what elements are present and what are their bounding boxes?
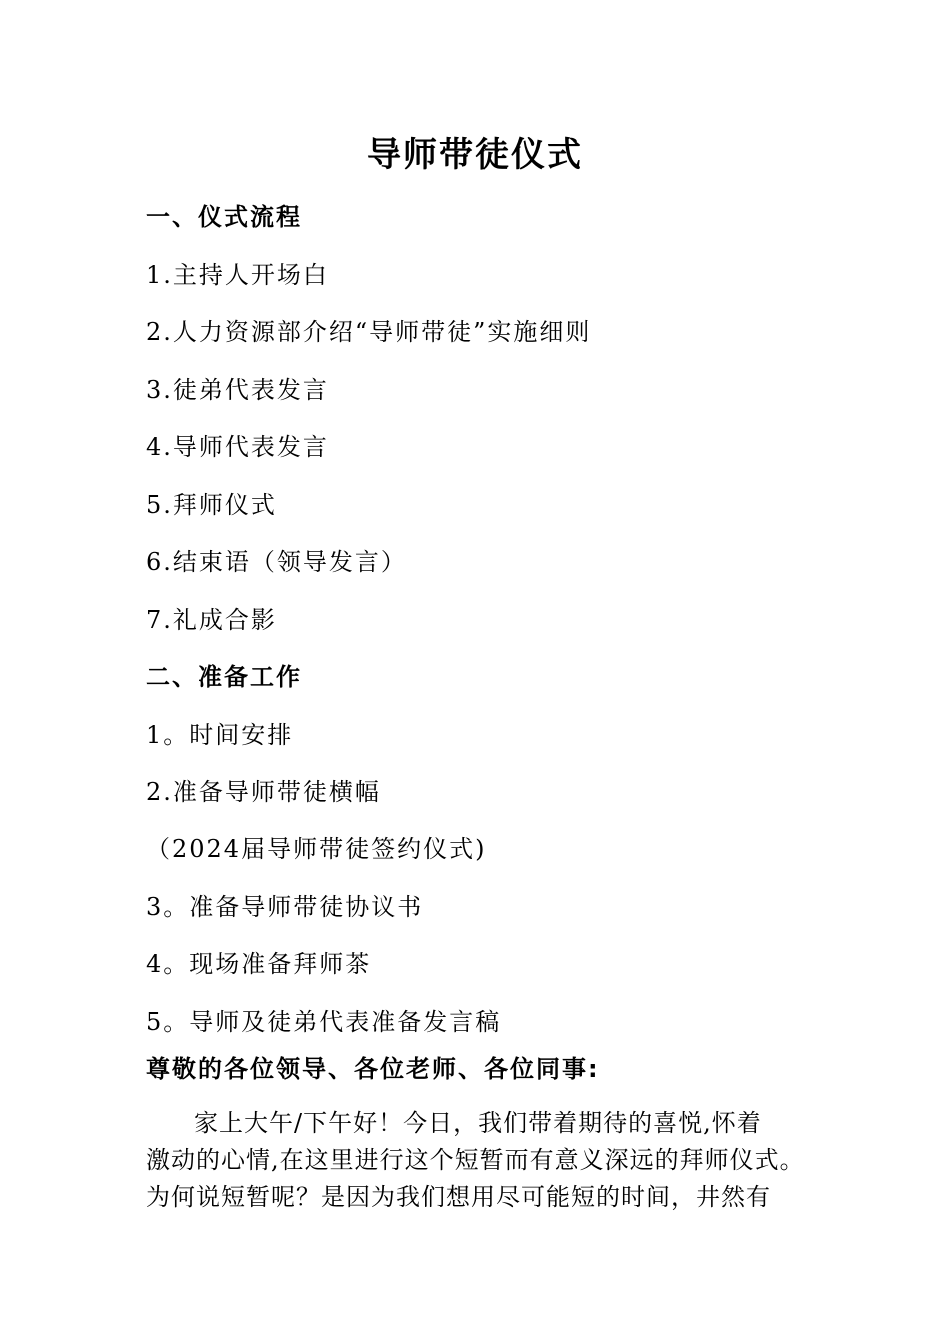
page-title: 导师带徒仪式: [367, 135, 583, 175]
list-item: 3.徒弟代表发言: [146, 376, 329, 404]
list-item: 2.人力资源部介绍“导师带徒”实施细则: [146, 318, 592, 346]
salutation: 尊敬的各位领导、各位老师、各位同事:: [146, 1055, 600, 1083]
list-item: 6.结束语（领导发言）: [146, 548, 407, 576]
list-item: （2024届导师带徒签约仪式): [146, 835, 487, 863]
section-heading-ceremony-flow: 一、仪式流程: [146, 203, 302, 231]
paragraph-line: 激动的心情,在这里进行这个短暂而有意义深远的拜师仪式。: [146, 1146, 805, 1174]
speech-paragraph: [146, 1105, 806, 1216]
list-item: 4.导师代表发言: [146, 433, 329, 461]
list-item: 1.主持人开场白: [146, 261, 329, 289]
section-heading-preparation: 二、准备工作: [146, 663, 302, 691]
paragraph-line: 家上大午/下午好！今日，我们带着期待的喜悦,怀着: [194, 1109, 762, 1137]
list-item: 5.拜师仪式: [146, 491, 277, 519]
list-item: 2.准备导师带徒横幅: [146, 778, 381, 806]
list-item: 5。导师及徒弟代表准备发言稿: [146, 1008, 502, 1036]
list-item: 3。准备导师带徒协议书: [146, 893, 424, 921]
list-item: 7.礼成合影: [146, 606, 277, 634]
list-item: 1。时间安排: [146, 721, 294, 749]
list-item: 4。现场准备拜师茶: [146, 950, 372, 978]
paragraph-line: 为何说短暂呢？是因为我们想用尽可能短的时间，井然有: [146, 1183, 771, 1211]
